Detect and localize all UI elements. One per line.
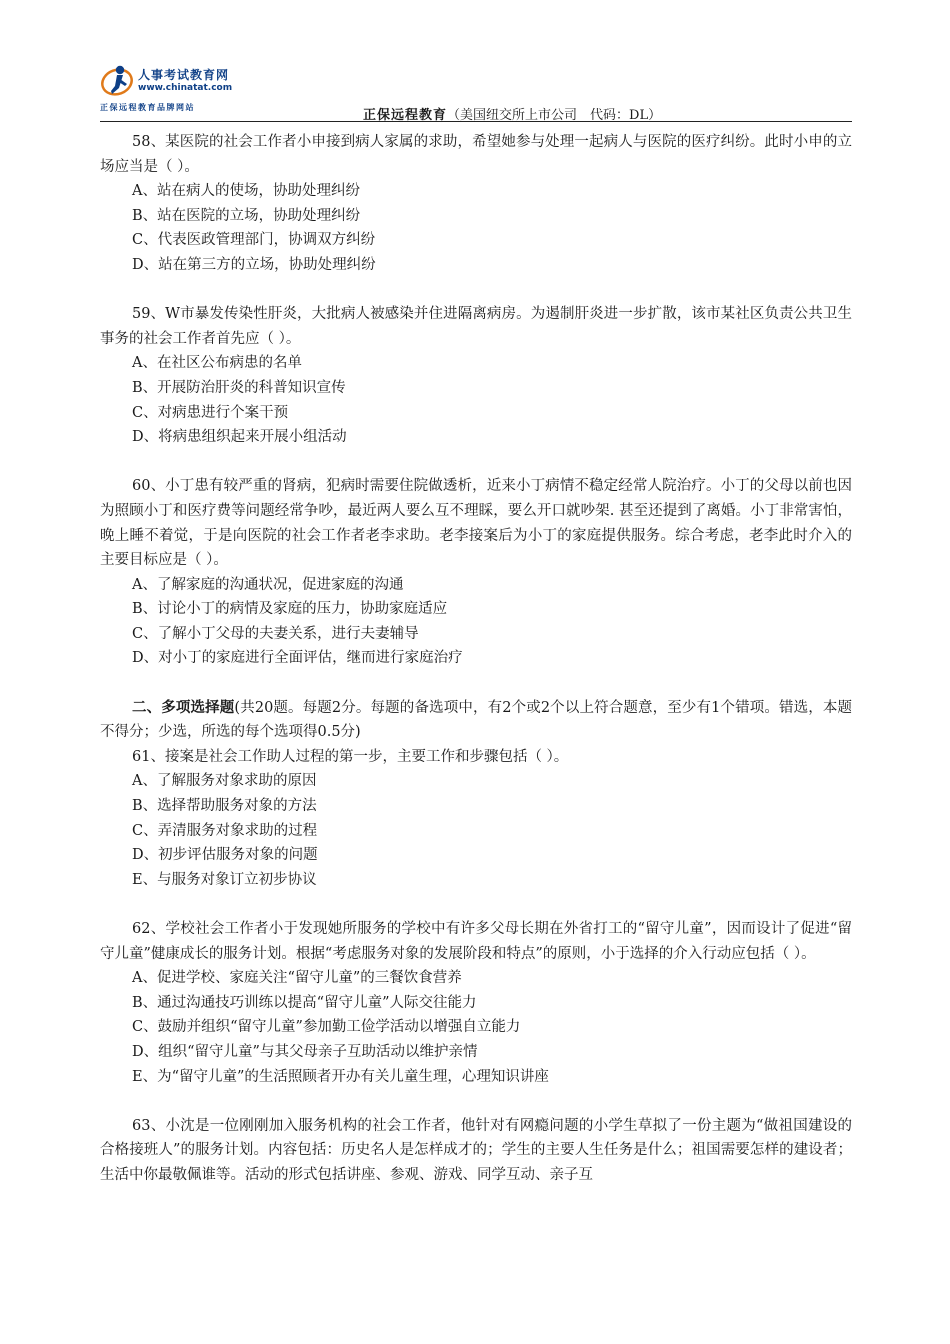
- answer-option: A、站在病人的使场，协助处理纠纷: [132, 183, 360, 200]
- section-heading: [100, 696, 852, 745]
- question-block: [100, 1114, 852, 1188]
- answer-option: E、为“留守儿童”的生活照顾者开办有关儿童生理，心理知识讲座: [132, 1068, 549, 1085]
- answer-option: E、与服务对象订立初步协议: [132, 871, 317, 888]
- paragraph-spacer: [100, 892, 852, 917]
- document-body: [100, 130, 852, 1188]
- logo-person-icon: [100, 64, 136, 98]
- header-divider: [100, 121, 852, 122]
- answer-option: C、对病患进行个案干预: [132, 404, 289, 421]
- paragraph-spacer: [100, 450, 852, 475]
- company-note: （美国纽交所上市公司 代码：DL）: [447, 108, 662, 123]
- paragraph-spacer: [100, 278, 852, 303]
- question-block: [100, 130, 852, 278]
- question-stem: 60、小丁患有较严重的肾病，犯病时需要住院做透析，近来小丁病情不稳定经常人院治疗。小丁的父母以前也因为照顾小丁和医疗费等问题经常争吵，最近两人要么互不理睬，要么开口就吵架. 甚至还提到了离婚。小丁非常害怕，晚上睡不着觉，于是向医院的社会工作者老李求助。老李接案后为小丁的家庭提供服务。综合考虑，老李此时介入的主要目标应是（ ）。: [100, 478, 852, 569]
- section-note: (共20题。每题2分。每题的备选项中，有2个或2个以上符合题意，至少有1个错项。错选，本题不得分；少选，所选的每个选项得0.5分): [100, 699, 853, 741]
- answer-option: B、通过沟通技巧训练以提高“留守儿童”人际交往能力: [132, 994, 477, 1011]
- answer-option: B、站在医院的立场，协助处理纠纷: [132, 207, 361, 224]
- answer-option: A、了解服务对象求助的原因: [132, 773, 317, 790]
- answer-option: A、在社区公布病患的名单: [132, 355, 302, 372]
- question-block: [100, 302, 852, 450]
- answer-option: C、了解小丁父母的夫妻关系，进行夫妻辅导: [132, 625, 419, 642]
- question-block: [100, 474, 852, 671]
- question-block: [100, 745, 852, 893]
- paragraph-spacer: [100, 1089, 852, 1114]
- section-title: 二、多项选择题: [132, 698, 235, 716]
- question-stem: 61、接案是社会工作助人过程的第一步，主要工作和步骤包括（ ）。: [132, 748, 569, 765]
- answer-option: B、选择帮助服务对象的方法: [132, 798, 317, 815]
- site-logo[interactable]: [100, 64, 300, 116]
- answer-option: C、代表医政管理部门，协调双方纠纷: [132, 232, 376, 249]
- answer-option: A、促进学校、家庭关注“留守儿童”的三餐饮食营养: [132, 970, 462, 987]
- answer-option: A、了解家庭的沟通状况，促进家庭的沟通: [132, 576, 404, 593]
- question-stem: 63、小沈是一位刚刚加入服务机构的社会工作者，他针对有网瘾问题的小学生草拟了一份主题为“做祖国建设的合格接班人”的服务计划。内容包括：历史名人是怎样成才的；学生的主要人生任务是什么；祖国需要怎样的建设者；生活中你最敬佩谁等。活动的形式包括讲座、参观、游戏、同学互动、亲子互: [100, 1117, 852, 1183]
- paragraph-spacer: [100, 671, 852, 696]
- answer-option: D、对小丁的家庭进行全面评估，继而进行家庭治疗: [132, 650, 463, 667]
- logo-url[interactable]: www.chinatat.com: [138, 83, 233, 93]
- question-stem: 58、某医院的社会工作者小申接到病人家属的求助，希望她参与处理一起病人与医院的医疗纠纷。此时小申的立场应当是（ ）。: [100, 134, 852, 175]
- page-header: [100, 64, 852, 124]
- logo-title: 人事考试教育网: [138, 68, 230, 82]
- answer-option: C、鼓励并组织“留守儿童”参加勤工俭学活动以增强自立能力: [132, 1019, 521, 1036]
- answer-option: B、开展防治肝炎的科普知识宣传: [132, 379, 346, 396]
- question-stem: 62、学校社会工作者小于发现她所服务的学校中有许多父母长期在外省打工的“留守儿童”，因而设计了促进“留守儿童”健康成长的服务计划。根据“考虑服务对象的发展阶段和特点”的原则，小于选择的介入行动应包括（ ）。: [100, 921, 852, 962]
- answer-option: C、弄清服务对象求助的过程: [132, 822, 318, 839]
- company-name: 正保远程教育: [363, 108, 448, 123]
- question-stem: 59、W市暴发传染性肝炎，大批病人被感染并住进隔离病房。为遏制肝炎进一步扩散，该市某社区负责公共卫生事务的社会工作者首先应（ ）。: [100, 306, 852, 347]
- answer-option: D、初步评估服务对象的问题: [132, 847, 318, 864]
- single-choice-questions: [100, 130, 852, 696]
- question-block: [100, 917, 852, 1089]
- answer-option: D、组织“留守儿童”与其父母亲子互助活动以维护亲情: [132, 1043, 478, 1060]
- answer-option: D、站在第三方的立场，协助处理纠纷: [132, 256, 376, 273]
- answer-option: B、讨论小丁的病情及家庭的压力，协助家庭适应: [132, 601, 448, 618]
- multiple-choice-questions: [100, 745, 852, 1188]
- answer-option: D、将病患组织起来开展小组活动: [132, 429, 347, 446]
- logo-slogan: 正保远程教育品牌网站: [100, 103, 195, 112]
